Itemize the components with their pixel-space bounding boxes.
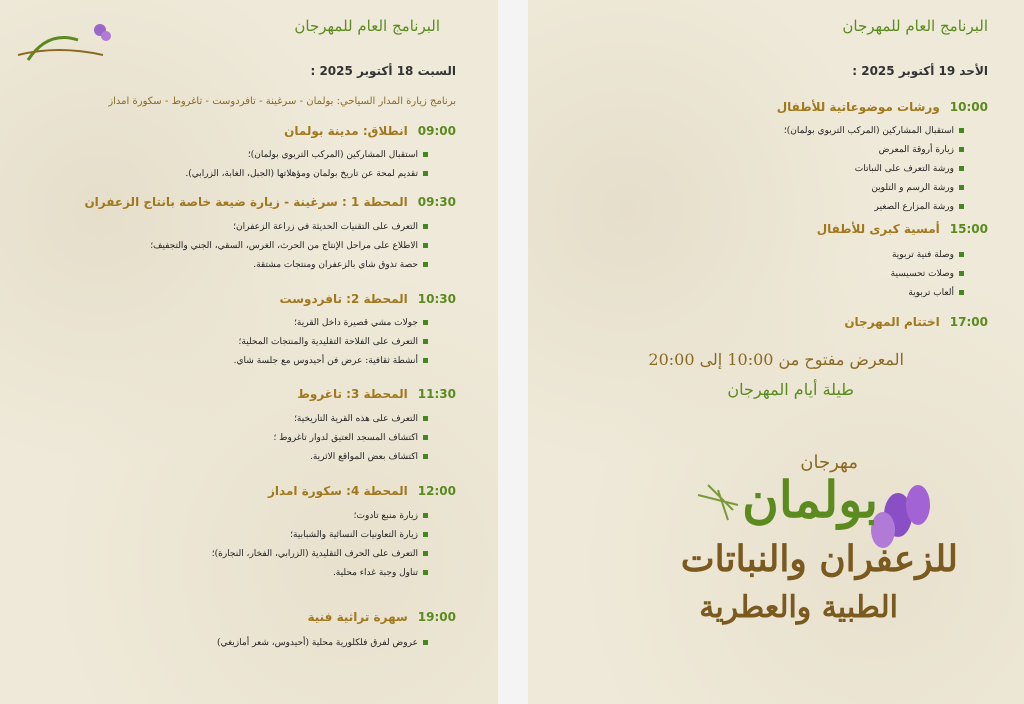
- list-item: ورشة التعرف على النباتات: [784, 160, 964, 179]
- page-title: البرنامج العام للمهرجان: [842, 17, 988, 35]
- section-header: 15:00أمسية كبرى للأطفال: [816, 222, 988, 236]
- list-item: ورشة المزارع الصغير: [784, 198, 964, 217]
- day-date: الأحد 19 أكتوبر 2025 :: [852, 64, 988, 78]
- item-list: [212, 507, 428, 583]
- list-item: عروض لفرق فلكلورية محلية (أحيدوس، شعر أمازيغي): [217, 634, 428, 653]
- list-item: تقديم لمحة عن تاريخ بولمان ومؤهلاتها (الجبل، الغابة، الزرابي).: [185, 165, 428, 184]
- list-item: اكتشاف بعض المواقع الاثرية.: [273, 448, 428, 467]
- festival-logo: [598, 450, 978, 650]
- item-list: [273, 410, 428, 467]
- list-item: التعرف على الحرف التقليدية (الزرابي، الفخار، النجارة)؛: [212, 545, 428, 564]
- list-item: تناول وجبة غداء محلية.: [212, 564, 428, 583]
- list-item: حصة تذوق شاي بالزعفران ومنتجات مشتقة.: [150, 256, 428, 275]
- section-header: 19:00سهرة تراثية فنية: [307, 610, 456, 624]
- list-item: زيارة التعاونيات النسائية والشبابية؛: [212, 526, 428, 545]
- list-item: استقبال المشاركين (المركب التربوي بولمان)؛: [784, 122, 964, 141]
- item-list: [217, 634, 428, 653]
- section-header: 11:30المحطة 3: تاغروط: [297, 387, 456, 401]
- list-item: جولات مشي قصيرة داخل القرية؛: [234, 314, 428, 333]
- item-list: [891, 246, 964, 303]
- item-list: [150, 218, 428, 275]
- logo-line-2: بولمان: [742, 470, 878, 529]
- festival-logo-small: [8, 10, 118, 69]
- list-item: ورشة الرسم و التلوين: [784, 179, 964, 198]
- list-item: زيارة أروقة المعرض: [784, 141, 964, 160]
- logo-line-1: مهرجان: [800, 452, 858, 473]
- route-line: برنامج زيارة المدار السياحي: بولمان - سرغينة - تافردوست - تاغروط - سكورة امداز: [108, 96, 456, 107]
- list-item: اكتشاف المسجد العتيق لدوار تاغروط ؛: [273, 429, 428, 448]
- section-header: 09:00انطلاق: مدينة بولمان: [284, 124, 456, 138]
- list-item: التعرف على التقنيات الحديثة في زراعة الزعفران؛: [150, 218, 428, 237]
- list-item: التعرف على الفلاحة التقليدية والمنتجات المحلية؛: [234, 333, 428, 352]
- section-header: 10:00ورشات موضوعاتية للأطفال: [776, 100, 988, 114]
- list-item: وصلة فنية تربوية: [891, 246, 964, 265]
- page-title: البرنامج العام للمهرجان: [294, 17, 440, 35]
- list-item: ألعاب تربوية: [891, 284, 964, 303]
- left-page: [0, 0, 498, 704]
- section-header: 12:00المحطة 4: سكورة امداز: [268, 484, 456, 498]
- list-item: التعرف على هذه القرية التاريخية؛: [273, 410, 428, 429]
- item-list: [185, 146, 428, 184]
- logo-line-3: للزعفران والنباتات: [680, 538, 958, 580]
- day-date: السبت 18 أكتوبر 2025 :: [310, 64, 456, 78]
- list-item: أنشطة ثقافية: عرض فن أحيدوس مع جلسة شاي.: [234, 352, 428, 371]
- item-list: [784, 122, 964, 217]
- section-header: 10:30المحطة 2: تافردوست: [279, 292, 456, 306]
- expo-duration: طيلة أيام المهرجان: [727, 380, 854, 399]
- section-header: 09:30المحطة 1 : سرغينة - زيارة ضيعة خاصة بانتاج الزعفران: [84, 195, 456, 209]
- list-item: الاطلاع على مراحل الإنتاج من الحرث، الغرس، السقي، الجني والتجفيف؛: [150, 237, 428, 256]
- logo-line-4: الطبية والعطرية: [699, 590, 898, 625]
- item-list: [234, 314, 428, 371]
- right-page: [528, 0, 1024, 704]
- list-item: استقبال المشاركين (المركب التربوي بولمان)؛: [185, 146, 428, 165]
- section-header: 17:00اختتام المهرجان: [844, 315, 988, 329]
- list-item: وصلات تحسيسية: [891, 265, 964, 284]
- list-item: زيارة منبع تادوت؛: [212, 507, 428, 526]
- saffron-flower-icon: [8, 10, 118, 65]
- expo-hours: المعرض مفتوح من 10:00 إلى 20:00: [648, 350, 904, 369]
